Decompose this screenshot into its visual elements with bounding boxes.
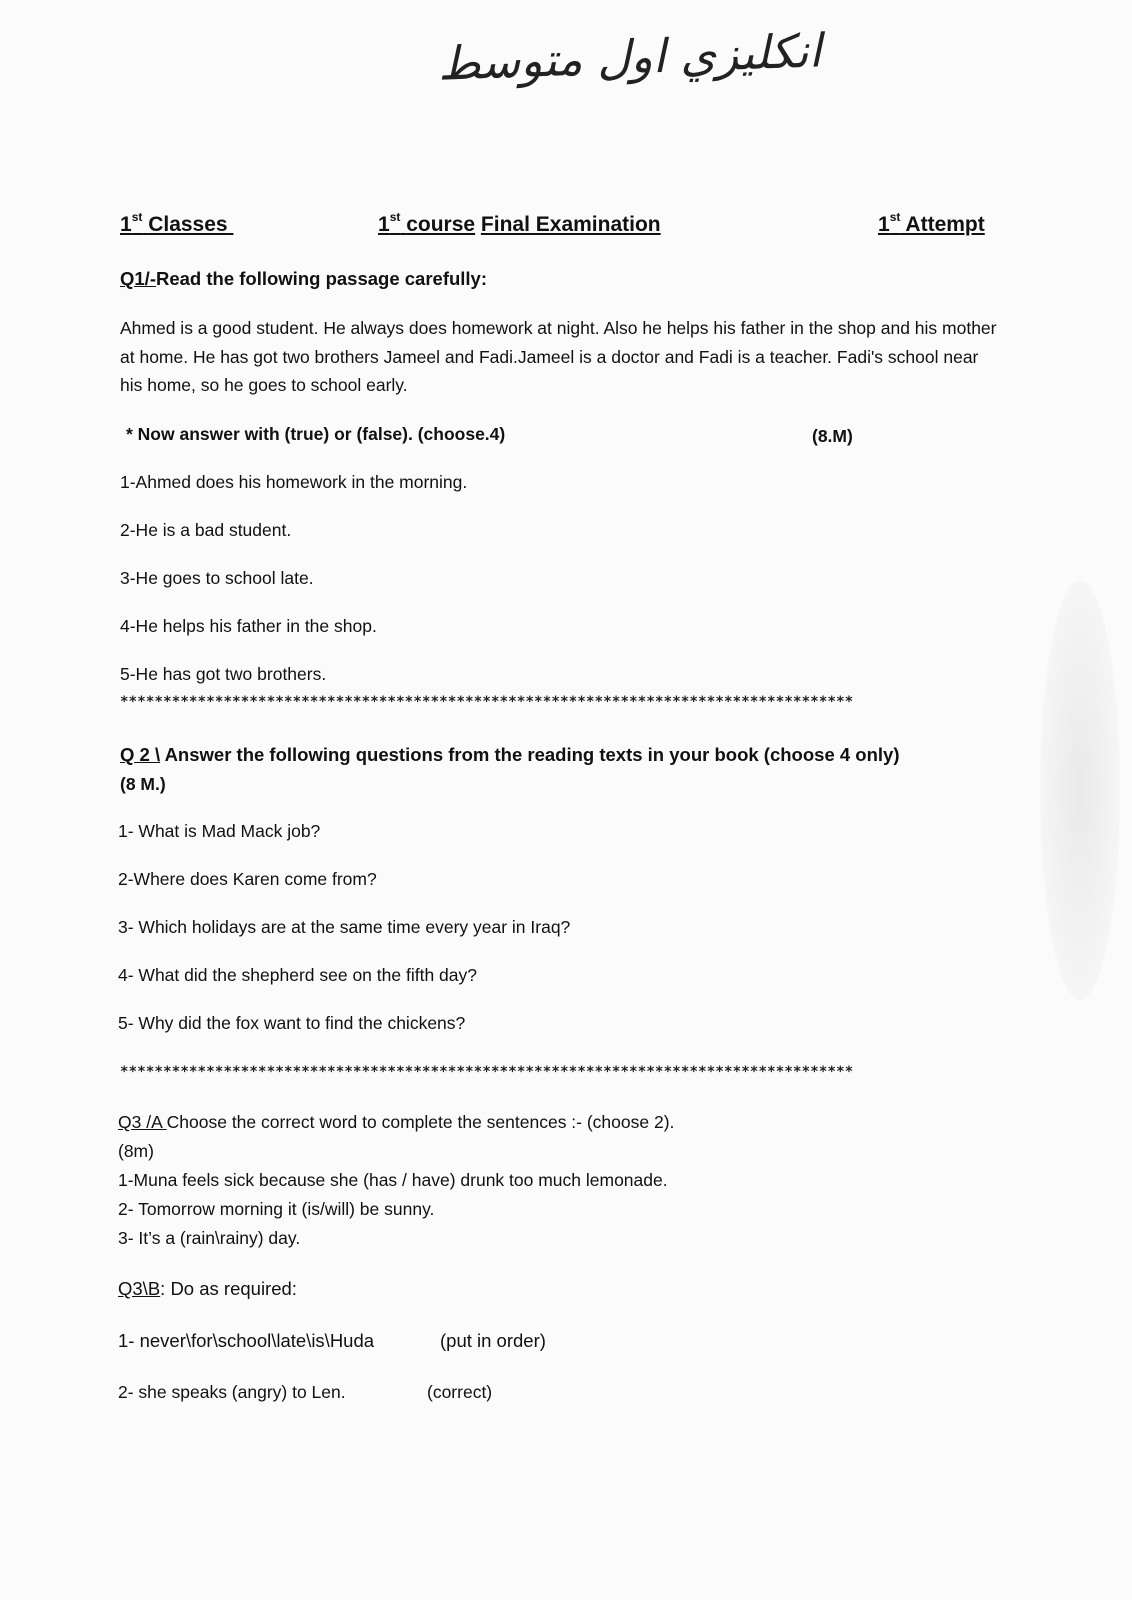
separator-line: ************************************************************************************* xyxy=(120,1064,854,1080)
q1-marks: (8.M) xyxy=(812,426,853,446)
q1-item: 1-Ahmed does his homework in the morning. xyxy=(120,472,468,492)
header-attempt: 1st Attempt xyxy=(878,210,985,236)
q3b-item-note: (correct) xyxy=(427,1382,493,1402)
q2-item: 5- Why did the fox want to find the chickens? xyxy=(118,1013,466,1033)
q1-item: 4-He helps his father in the shop. xyxy=(120,616,377,636)
q2-heading: Q 2 \ Answer the following questions from the reading texts in your book (choose 4 only) xyxy=(120,744,900,765)
q3a-item: 3- It’s a (rain\rainy) day. xyxy=(118,1228,301,1248)
header-course: 1st course Final Examination xyxy=(378,210,661,236)
q1-item: 2-He is a bad student. xyxy=(120,520,292,540)
header-classes: 1st Classes xyxy=(120,210,228,236)
scan-smudge xyxy=(1040,580,1120,1000)
q2-item: 3- Which holidays are at the same time every year in Iraq? xyxy=(118,917,571,937)
q3b-item: 1- never\for\school\late\is\Huda xyxy=(118,1330,375,1351)
q3a-heading: Q3 /A Choose the correct word to complete the sentences :- (choose 2). xyxy=(118,1112,675,1132)
q3b-heading: Q3\B: Do as required: xyxy=(118,1278,297,1299)
q2-marks: (8 M.) xyxy=(120,774,166,794)
q3a-item: 1-Muna feels sick because she (has / have) drunk too much lemonade. xyxy=(118,1170,668,1190)
handwritten-title: انكليزي اول متوسط xyxy=(436,23,823,91)
q3b-item-note: (put in order) xyxy=(440,1330,546,1351)
q3b-item: 2- she speaks (angry) to Len. xyxy=(118,1382,346,1402)
q3a-item: 2- Tomorrow morning it (is/will) be sunny. xyxy=(118,1199,435,1219)
q1-item: 3-He goes to school late. xyxy=(120,568,314,588)
q2-item: 1- What is Mad Mack job? xyxy=(118,821,321,841)
q2-item: 4- What did the shepherd see on the fifth day? xyxy=(118,965,477,985)
q2-item: 2-Where does Karen come from? xyxy=(118,869,377,889)
q3a-marks: (8m) xyxy=(118,1141,154,1161)
q1-heading: Q1/-Read the following passage carefully: xyxy=(120,268,488,289)
q1-passage: Ahmed is a good student. He always does homework at night. Also he helps his father in the shop and his mother at home. He has got two brothers Jameel and Fadi.Jameel is a doctor and Fadi is a teacher. Fadi's school near his home, so he goes to school early. xyxy=(120,318,997,395)
q1-item: 5-He has got two brothers. xyxy=(120,664,327,684)
separator-line: ************************************************************************************* xyxy=(120,694,854,710)
q1-instruction: * Now answer with (true) or (false). (choose.4) xyxy=(126,424,506,444)
